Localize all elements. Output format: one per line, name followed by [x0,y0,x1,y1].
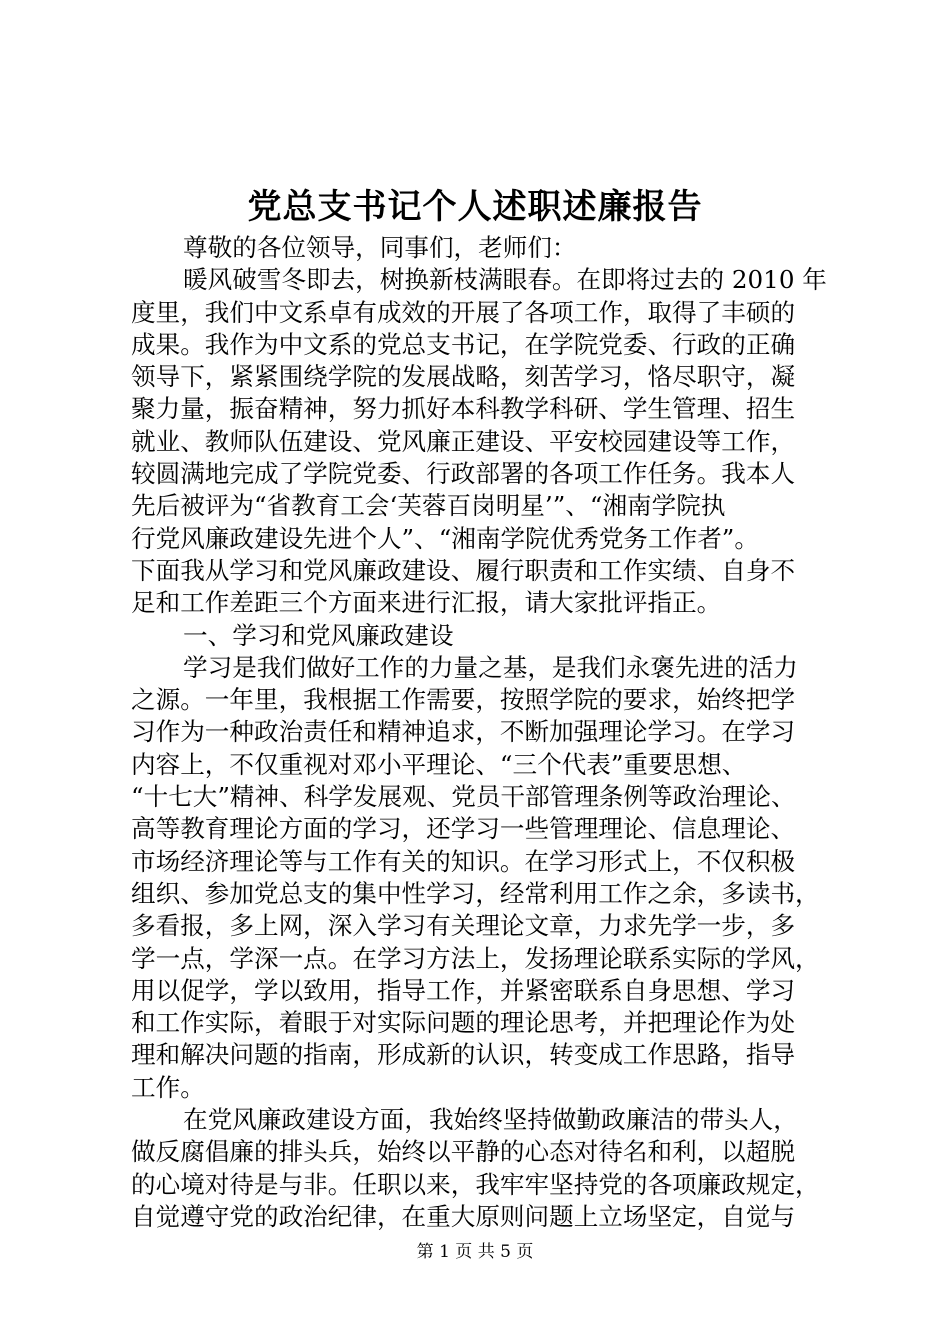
body-line: 学习是我们做好工作的力量之基，是我们永褒先进的活力 [183,652,798,682]
body-line: 在党风廉政建设方面，我始终坚持做勤政廉洁的带头人， [183,1105,798,1135]
body-line: 内容上，不仅重视对邓小平理论、“三个代表”重要思想、 [131,749,747,779]
body-line: 先后被评为“省教育工会‘芙蓉百岗明星’”、“湘南学院执 [131,491,726,521]
body-line: “十七大”精神、科学发展观、党员干部管理条例等政治理论、 [131,782,796,812]
body-line: 一、学习和党风廉政建设 [183,620,454,650]
body-line: 下面我从学习和党风廉政建设、履行职责和工作实绩、自身不 [131,555,796,585]
body-line: 足和工作差距三个方面来进行汇报，请大家批评指正。 [131,588,722,618]
body-line: 高等教育理论方面的学习，还学习一些管理理论、信息理论、 [131,814,796,844]
body-line: 自觉遵守党的政治纪律，在重大原则问题上立场坚定，自觉与 [131,1201,796,1231]
body-line: 行党风廉政建设先进个人”、“湘南学院优秀党务工作者”。 [131,523,759,553]
body-line: 做反腐倡廉的排头兵，始终以平静的心态对待名和利，以超脱 [131,1137,796,1167]
body-line: 习作为一种政治责任和精神追求，不断加强理论学习。在学习 [131,717,796,747]
body-line: 尊敬的各位领导，同事们，老师们： [183,233,577,262]
body-line: 之源。一年里，我根据工作需要，按照学院的要求，始终把学 [131,685,796,715]
body-line: 度里，我们中文系卓有成效的开展了各项工作，取得了丰硕的 [131,297,796,327]
body-line: 用以促学，学以致用，指导工作，并紧密联系自身思想、学习 [131,975,796,1005]
body-line: 聚力量，振奋精神，努力抓好本科教学科研、学生管理、招生 [131,394,796,424]
body-line: 理和解决问题的指南，形成新的认识，转变成工作思路，指导 [131,1040,796,1070]
body-line: 暖风破雪冬即去，树换新枝满眼春。在即将过去的 2010 年 [183,265,827,295]
body-line: 市场经济理论等与工作有关的知识。在学习形式上，不仅积极 [131,846,796,876]
body-line: 组织、参加党总支的集中性学习，经常利用工作之余，多读书， [131,878,820,908]
body-line: 学一点，学深一点。在学习方法上，发扬理论联系实际的学风， [131,943,820,973]
page-footer: 第 1 页 共 5 页 [416,1242,534,1262]
body-line: 较圆满地完成了学院党委、行政部署的各项工作任务。我本人 [131,459,796,489]
body-line: 的心境对待是与非。任职以来，我牢牢坚持党的各项廉政规定， [131,1169,820,1199]
body-line: 就业、教师队伍建设、党风廉正建设、平安校园建设等工作， [131,426,796,456]
document-body [131,232,831,1233]
body-line: 和工作实际，着眼于对实际问题的理论思考，并把理论作为处 [131,1008,796,1038]
body-line: 工作。 [131,1072,205,1102]
document-title: 党总支书记个人述职述廉报告 [247,187,703,227]
body-line: 领导下，紧紧围绕学院的发展战略，刻苦学习，恪尽职守，凝 [131,362,796,392]
body-line: 多看报，多上网，深入学习有关理论文章，力求先学一步，多 [131,911,796,941]
body-line: 成果。我作为中文系的党总支书记，在学院党委、行政的正确 [131,329,796,359]
